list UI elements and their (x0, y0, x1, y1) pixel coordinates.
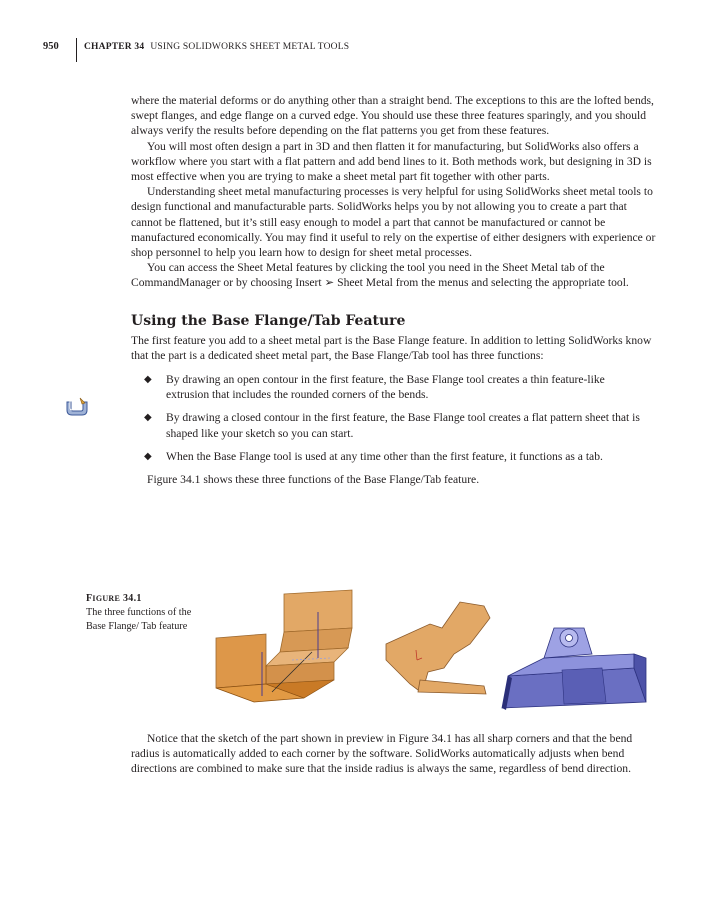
paragraph-2: You will most often design a part in 3D and then flatten it for manufacturing, but SolidWorks also offers a workflow where you start with a flat pattern and add bend lines to it. Both methods work, but designing in 3D is most effective when you are trying to make a sheet metal part fit together with other parts. (131, 139, 652, 184)
header-divider (76, 38, 77, 62)
list-item-text: When the Base Flange tool is used at any time other than the first feature, it functions as a tab. (166, 449, 603, 463)
tab-feature-illustration (502, 628, 646, 710)
open-contour-flange-illustration (216, 590, 352, 702)
list-item (131, 410, 658, 440)
flat-pattern-illustration (386, 602, 490, 694)
base-flange-tool-icon (64, 396, 90, 418)
figure-label (86, 592, 201, 606)
figure-caption (86, 592, 201, 634)
list-item-text: By drawing an open contour in the first feature, the Base Flange tool creates a thin feature-like extrusion that includes the rounded corners of the bends. (166, 373, 605, 402)
closing-paragraph: Notice that the sketch of the part shown in preview in Figure 34.1 has all sharp corners and that the bend radius is automatically added to each corner by the software. SolidWorks automatically adjusts when bend directions are combined to make sure that the inside radius is always the same, regardless of bend direction. (131, 732, 633, 776)
closing-text (131, 731, 658, 777)
figure-label-smallcaps: IGURE (92, 594, 121, 603)
chapter-heading (84, 42, 349, 52)
page-number: 950 (43, 41, 59, 52)
diamond-bullet-icon: ◆ (144, 450, 152, 462)
paragraph-1: where the material deforms or do anything other than a straight bend. The exceptions to this are the lofted bends, swept flanges, and edge flange on a curved edge. You should use these three features sparingly, and you should always verify the results before depending on the flat patterns you get from these features. (131, 94, 654, 138)
base-flange-figure (214, 588, 658, 718)
section-intro: The first feature you add to a sheet metal part is the Base Flange feature. In addition to letting SolidWorks know that the part is a dedicated sheet metal part, the Base Flange/Tab tool has three functions: (131, 333, 652, 362)
paragraph-3: Understanding sheet metal manufacturing processes is very helpful for using SolidWorks sheet metal tools to design functional and manufacturable parts. SolidWorks helps you by not allowing you to create a part that cannot be flattened, but it’s still easy enough to model a part that cannot be manufactured or cannot be manufactured economically. You may find it useful to rely on the expertise of either designers with experience or shop personnel to help you learn how to design for sheet metal processes. (131, 185, 656, 260)
list-item (131, 372, 658, 402)
figure-label-number: 34.1 (122, 593, 142, 604)
diamond-bullet-icon: ◆ (144, 374, 152, 386)
figure-caption-text: The three functions of the Base Flange/ Tab feature (86, 607, 192, 632)
running-header (43, 38, 683, 60)
figure-label-initial: F (86, 593, 93, 604)
chapter-label: CHAPTER 34 (84, 42, 145, 52)
chapter-title: USING SOLIDWORKS SHEET METAL TOOLS (150, 42, 350, 52)
paragraph-4: You can access the Sheet Metal features by clicking the tool you need in the Sheet Metal tab of the CommandManager or by choosing Insert ➢ Sheet Metal from the menus and selecting the appropriate tool. (131, 261, 629, 290)
list-item (131, 449, 658, 464)
section-heading: Using the Base Flange/Tab Feature (131, 312, 406, 329)
function-list (131, 372, 658, 464)
body-text (131, 93, 658, 487)
diamond-bullet-icon: ◆ (144, 412, 152, 424)
list-item-text: By drawing a closed contour in the first feature, the Base Flange tool creates a flat pattern sheet that is shaped like your sketch so you can start. (166, 411, 640, 440)
figure-reference: Figure 34.1 shows these three functions of the Base Flange/Tab feature. (147, 473, 480, 487)
